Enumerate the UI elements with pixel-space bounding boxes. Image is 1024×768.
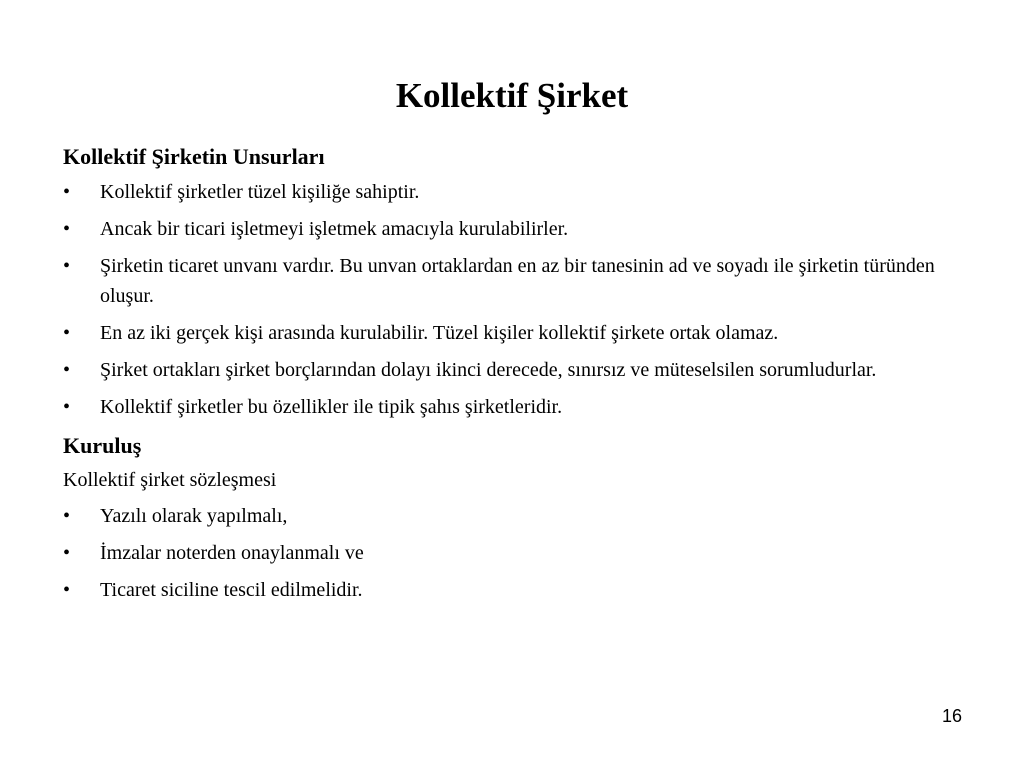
bullet-icon: • [63, 396, 71, 418]
list-item-text: Kollektif şirketler tüzel kişiliğe sahiptir. [100, 181, 420, 203]
list-item [63, 538, 973, 568]
page-number: 16 [941, 706, 962, 726]
bullet-icon: • [63, 505, 71, 527]
list-item-text: Kollektif şirketler bu özellikler ile tipik şahıs şirketleridir. [100, 396, 563, 418]
section-heading-kurulus: Kuruluş [63, 433, 142, 458]
section-subtext: Kollektif şirket sözleşmesi [63, 469, 277, 491]
list-item [63, 318, 973, 348]
list-item [63, 392, 973, 422]
list-item [63, 355, 973, 385]
bullet-icon: • [63, 255, 71, 277]
bullet-icon: • [63, 579, 71, 601]
list-item [63, 177, 973, 207]
list-item [63, 575, 973, 605]
list-item-text: En az iki gerçek kişi arasında kurulabilir. Tüzel kişiler kollektif şirkete ortak olamaz. [100, 322, 779, 344]
slide-title: Kollektif Şirket [395, 76, 629, 115]
list-item-text: Ancak bir ticari işletmeyi işletmek amacıyla kurulabilirler. [100, 218, 569, 240]
bullet-icon: • [63, 359, 71, 381]
section-heading-unsurlar: Kollektif Şirketin Unsurları [63, 144, 325, 169]
list-item-text: Şirketin ticaret unvanı vardır. Bu unvan ortaklardan en az bir tanesinin ad ve soyadı ile şirketin türünden oluşur. [100, 255, 935, 307]
list-item [63, 251, 973, 311]
bullet-list-unsurlar [63, 177, 973, 422]
list-item-text: Şirket ortakları şirket borçlarından dolayı ikinci derecede, sınırsız ve müteselsilen sorumludurlar. [100, 359, 877, 381]
bullet-icon: • [63, 322, 71, 344]
list-item-text: Yazılı olarak yapılmalı, [100, 505, 288, 527]
list-item-text: Ticaret siciline tescil edilmelidir. [100, 579, 363, 601]
slide-content [63, 142, 973, 612]
bullet-icon: • [63, 218, 71, 240]
list-item [63, 214, 973, 244]
bullet-icon: • [63, 542, 71, 564]
bullet-icon: • [63, 181, 71, 203]
list-item-text: İmzalar noterden onaylanmalı ve [100, 542, 364, 564]
bullet-list-kurulus [63, 501, 973, 605]
list-item [63, 501, 973, 531]
